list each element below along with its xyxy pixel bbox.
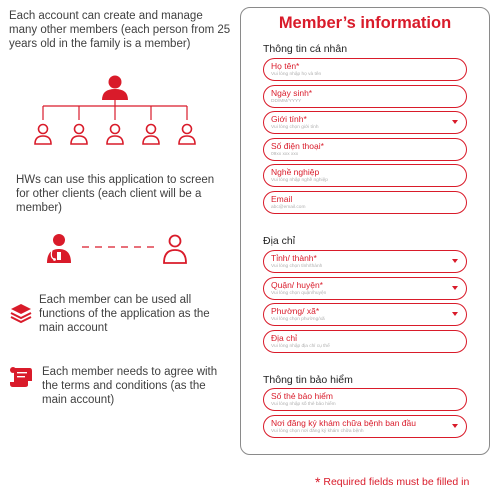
- field-label: Họ tên*: [271, 61, 300, 71]
- field-placeholder: Vui lòng nhập họ và tên: [271, 71, 322, 77]
- occupation-field[interactable]: [263, 164, 467, 187]
- section-insurance: Thông tin bảo hiểm: [263, 374, 353, 386]
- initial-clinic-select[interactable]: [263, 415, 467, 438]
- info-text-screen-clients: HWs can use this application to screen for other clients (each client will be a member): [16, 174, 215, 214]
- field-label: Email: [271, 194, 293, 204]
- field-label: Ngày sinh*: [271, 88, 313, 98]
- scroll-icon: [9, 366, 33, 388]
- section-personal-info: Thông tin cá nhân: [263, 43, 348, 55]
- form-title: Member’s information: [278, 14, 452, 32]
- field-label: Tỉnh/ thành*: [271, 253, 317, 263]
- info-text-member-functions: Each member can be used all functions of the application as the main account: [39, 294, 210, 334]
- insurance-card-field[interactable]: [263, 388, 467, 411]
- email-field[interactable]: [263, 191, 467, 214]
- caret-down-icon: [452, 424, 458, 428]
- field-label: Giới tính*: [271, 114, 307, 124]
- layers-icon: [10, 302, 32, 324]
- address-field[interactable]: [263, 330, 467, 353]
- caret-down-icon: [452, 120, 458, 124]
- province-select[interactable]: [263, 250, 467, 273]
- field-label: Số điện thoại*: [271, 141, 324, 151]
- caret-down-icon: [452, 312, 458, 316]
- section-address: Địa chỉ: [263, 235, 296, 247]
- field-placeholder: Vui lòng chọn phường/xã: [271, 316, 325, 322]
- ward-select[interactable]: [263, 303, 467, 326]
- info-text-create-members: Each account can create and manage many other members (each person from 25 years old in the family is a member): [9, 10, 231, 50]
- required-star: *: [315, 474, 321, 490]
- info-text-terms: Each member needs to agree with the terms and conditions (as the main account): [42, 366, 218, 406]
- field-label: Phường/ xã*: [271, 306, 320, 316]
- field-placeholder: abc@email.com: [271, 204, 306, 210]
- district-select[interactable]: [263, 277, 467, 300]
- full-name-field[interactable]: [263, 58, 467, 81]
- field-placeholder: Vui lòng chọn tỉnh/thành: [271, 263, 323, 269]
- field-label: Nơi đăng ký khám chữa bệnh ban đầu: [271, 418, 416, 428]
- required-note-text: Required fields must be filled in: [323, 476, 470, 488]
- birthdate-field[interactable]: [263, 85, 467, 108]
- field-placeholder: Vui lòng chọn quận/huyện: [271, 290, 327, 296]
- field-placeholder: 09xx xxx xxx: [271, 151, 299, 157]
- field-placeholder: DD/MM/YYYY: [271, 98, 302, 104]
- caret-down-icon: [452, 259, 458, 263]
- phone-field[interactable]: [263, 138, 467, 161]
- field-label: Số thẻ bảo hiểm: [271, 391, 333, 401]
- field-placeholder: Vui lòng chọn giới tính: [271, 124, 319, 130]
- doctor-icon: [44, 232, 74, 264]
- field-placeholder: Vui lòng nhập số thẻ bảo hiểm: [271, 401, 336, 407]
- field-placeholder: Vui lòng chọn nơi đăng ký khám chữa bệnh: [271, 428, 364, 434]
- family-tree-icon: [20, 74, 210, 150]
- person-icon: [161, 233, 189, 265]
- gender-select[interactable]: [263, 111, 467, 134]
- field-label: Nghề nghiệp: [271, 167, 320, 177]
- connection-dashes: [80, 245, 156, 249]
- field-placeholder: Vui lòng nhập nghề nghiệp: [271, 177, 328, 183]
- field-label: Địa chỉ: [271, 333, 297, 343]
- field-label: Quận/ huyện*: [271, 280, 323, 290]
- field-placeholder: Vui lòng nhập địa chỉ cụ thể: [271, 343, 330, 349]
- caret-down-icon: [452, 286, 458, 290]
- required-fields-note: [315, 472, 469, 488]
